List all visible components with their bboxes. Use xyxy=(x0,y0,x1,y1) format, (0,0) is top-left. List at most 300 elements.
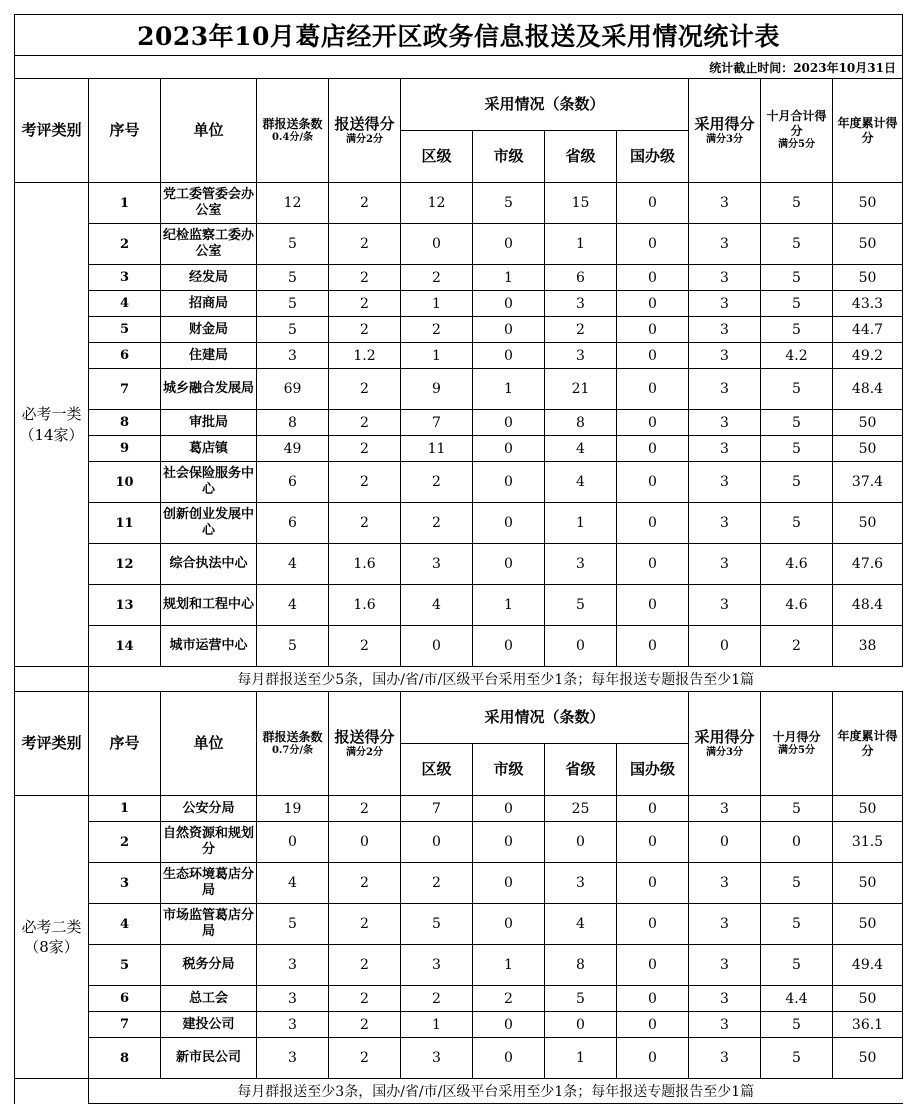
group-report-cell: 0 xyxy=(257,822,329,863)
month-score-cell: 4.6 xyxy=(761,544,833,585)
group-report-cell: 6 xyxy=(257,462,329,503)
header-adopt-score-sub: 满分3分 xyxy=(706,133,743,145)
table-row xyxy=(15,585,903,626)
adopt-score-cell: 3 xyxy=(689,343,761,369)
report-score-cell: 2 xyxy=(329,462,401,503)
annual-score-cell: 50 xyxy=(833,986,903,1012)
unit-cell: 生态环境葛店分局 xyxy=(161,863,257,904)
header-adopt-score-sub: 满分3分 xyxy=(706,746,743,758)
group-report-cell: 8 xyxy=(257,410,329,436)
month-score-cell: 4.4 xyxy=(761,986,833,1012)
section-header-row xyxy=(15,79,903,131)
adopt-score-cell: 3 xyxy=(689,436,761,462)
table-row xyxy=(15,462,903,503)
adopt-score-cell: 3 xyxy=(689,1012,761,1038)
seq-cell: 8 xyxy=(89,410,161,436)
district-cell: 3 xyxy=(401,544,473,585)
group-report-cell: 3 xyxy=(257,1012,329,1038)
annual-score-cell: 50 xyxy=(833,436,903,462)
report-score-cell: 2 xyxy=(329,224,401,265)
table-row xyxy=(15,626,903,667)
table-row xyxy=(15,265,903,291)
table-row xyxy=(15,343,903,369)
seq-cell: 8 xyxy=(89,1038,161,1079)
seq-cell: 7 xyxy=(89,1012,161,1038)
statistics-sheet xyxy=(14,14,902,1104)
annual-score-cell: 50 xyxy=(833,904,903,945)
adopt-score-cell: 3 xyxy=(689,183,761,224)
month-score-cell: 0 xyxy=(761,822,833,863)
adopt-score-cell: 0 xyxy=(689,822,761,863)
province-cell: 15 xyxy=(545,183,617,224)
unit-cell: 总工会 xyxy=(161,986,257,1012)
header-report-score-sub: 满分2分 xyxy=(346,133,383,145)
month-score-cell: 5 xyxy=(761,904,833,945)
report-score-cell: 2 xyxy=(329,904,401,945)
month-score-cell: 5 xyxy=(761,1012,833,1038)
district-cell: 2 xyxy=(401,462,473,503)
header-group-report xyxy=(257,79,329,183)
national-cell: 0 xyxy=(617,796,689,822)
header-district-label: 区级 xyxy=(421,147,452,166)
annual-score-cell: 49.2 xyxy=(833,343,903,369)
unit-cell: 社会保险服务中心 xyxy=(161,462,257,503)
unit-cell: 城乡融合发展局 xyxy=(161,369,257,410)
header-adopt-score xyxy=(689,692,761,796)
national-cell: 0 xyxy=(617,265,689,291)
adopt-score-cell: 3 xyxy=(689,224,761,265)
table-row xyxy=(15,863,903,904)
header-city-label: 市级 xyxy=(493,147,524,166)
header-report-score-sub: 满分2分 xyxy=(346,746,383,758)
header-category-label: 考评类别 xyxy=(21,121,82,140)
month-score-cell: 4.2 xyxy=(761,343,833,369)
group-report-cell: 4 xyxy=(257,544,329,585)
adopt-score-cell: 3 xyxy=(689,503,761,544)
group-report-cell: 5 xyxy=(257,626,329,667)
unit-cell: 住建局 xyxy=(161,343,257,369)
category-cell: 必考二类（8家） xyxy=(15,796,89,1079)
district-cell: 3 xyxy=(401,945,473,986)
header-category-label: 考评类别 xyxy=(21,734,82,753)
group-report-cell: 6 xyxy=(257,503,329,544)
national-cell: 0 xyxy=(617,436,689,462)
district-cell: 3 xyxy=(401,1038,473,1079)
group-report-cell: 4 xyxy=(257,585,329,626)
month-score-cell: 5 xyxy=(761,317,833,343)
national-cell: 0 xyxy=(617,410,689,436)
header-district xyxy=(401,744,473,796)
month-score-cell: 5 xyxy=(761,863,833,904)
header-province xyxy=(545,131,617,183)
header-month-score xyxy=(761,692,833,796)
adopt-score-cell: 3 xyxy=(689,291,761,317)
header-province xyxy=(545,744,617,796)
month-score-cell: 5 xyxy=(761,224,833,265)
district-cell: 1 xyxy=(401,291,473,317)
report-score-cell: 2 xyxy=(329,410,401,436)
seq-cell: 5 xyxy=(89,945,161,986)
city-cell: 0 xyxy=(473,462,545,503)
table-row xyxy=(15,822,903,863)
adopt-score-cell: 3 xyxy=(689,369,761,410)
province-cell: 1 xyxy=(545,503,617,544)
header-category xyxy=(15,692,89,796)
header-unit xyxy=(161,692,257,796)
annual-score-cell: 50 xyxy=(833,224,903,265)
national-cell: 0 xyxy=(617,317,689,343)
month-score-cell: 5 xyxy=(761,796,833,822)
city-cell: 0 xyxy=(473,1038,545,1079)
province-cell: 21 xyxy=(545,369,617,410)
header-month-score xyxy=(761,79,833,183)
district-cell: 2 xyxy=(401,863,473,904)
unit-cell: 市场监管葛店分局 xyxy=(161,904,257,945)
national-cell: 0 xyxy=(617,224,689,265)
national-cell: 0 xyxy=(617,626,689,667)
header-annual-label: 年度累计得分 xyxy=(837,115,898,145)
annual-score-cell: 50 xyxy=(833,265,903,291)
adopt-score-cell: 3 xyxy=(689,410,761,436)
report-score-cell: 1.2 xyxy=(329,343,401,369)
annual-score-cell: 37.4 xyxy=(833,462,903,503)
national-cell: 0 xyxy=(617,945,689,986)
month-score-cell: 4.6 xyxy=(761,585,833,626)
group-report-cell: 3 xyxy=(257,343,329,369)
district-cell: 12 xyxy=(401,183,473,224)
header-national xyxy=(617,131,689,183)
month-score-cell: 5 xyxy=(761,291,833,317)
national-cell: 0 xyxy=(617,1038,689,1079)
header-month-score-label: 十月得分 xyxy=(772,729,821,744)
adopt-score-cell: 3 xyxy=(689,317,761,343)
annual-score-cell: 50 xyxy=(833,503,903,544)
annual-score-cell: 38 xyxy=(833,626,903,667)
header-adoption-label: 采用情况（条数） xyxy=(484,95,605,114)
city-cell: 5 xyxy=(473,183,545,224)
annual-score-cell: 36.1 xyxy=(833,1012,903,1038)
month-score-cell: 5 xyxy=(761,369,833,410)
province-cell: 4 xyxy=(545,436,617,462)
unit-cell: 综合执法中心 xyxy=(161,544,257,585)
seq-cell: 6 xyxy=(89,343,161,369)
header-adoption xyxy=(401,692,689,744)
report-score-cell: 2 xyxy=(329,863,401,904)
city-cell: 0 xyxy=(473,503,545,544)
unit-cell: 纪检监察工委办公室 xyxy=(161,224,257,265)
adopt-score-cell: 3 xyxy=(689,265,761,291)
table-row xyxy=(15,503,903,544)
seq-cell: 4 xyxy=(89,904,161,945)
month-score-cell: 5 xyxy=(761,265,833,291)
city-cell: 1 xyxy=(473,945,545,986)
header-month-score-sub: 满分5分 xyxy=(778,139,815,151)
page-title: 2023年10月葛店经开区政务信息报送及采用情况统计表 xyxy=(15,15,903,56)
group-report-cell: 5 xyxy=(257,265,329,291)
report-score-cell: 2 xyxy=(329,945,401,986)
requirement-note: 每月群报送至少5条，国办/省/市/区级平台采用至少1条；每年报送专题报告至少1篇 xyxy=(89,667,903,692)
district-cell: 7 xyxy=(401,410,473,436)
adopt-score-cell: 3 xyxy=(689,863,761,904)
header-month-score-label: 十月合计得分 xyxy=(766,109,827,139)
annual-score-cell: 48.4 xyxy=(833,369,903,410)
province-cell: 0 xyxy=(545,626,617,667)
province-cell: 5 xyxy=(545,986,617,1012)
district-cell: 0 xyxy=(401,224,473,265)
header-group-report-label: 群报送条数 xyxy=(262,116,323,131)
national-cell: 0 xyxy=(617,462,689,503)
header-report-score-label: 报送得分 xyxy=(334,727,395,746)
city-cell: 0 xyxy=(473,291,545,317)
unit-cell: 规划和工程中心 xyxy=(161,585,257,626)
note-row xyxy=(15,1079,903,1104)
table-row xyxy=(15,183,903,224)
header-city-label: 市级 xyxy=(493,760,524,779)
national-cell: 0 xyxy=(617,1012,689,1038)
district-cell: 11 xyxy=(401,436,473,462)
cutoff-row xyxy=(15,56,903,79)
province-cell: 0 xyxy=(545,822,617,863)
province-cell: 25 xyxy=(545,796,617,822)
seq-cell: 2 xyxy=(89,224,161,265)
unit-cell: 招商局 xyxy=(161,291,257,317)
header-month-score-sub: 满分5分 xyxy=(778,744,815,756)
header-group-report xyxy=(257,692,329,796)
province-cell: 1 xyxy=(545,1038,617,1079)
unit-cell: 自然资源和规划分 xyxy=(161,822,257,863)
report-score-cell: 2 xyxy=(329,183,401,224)
province-cell: 3 xyxy=(545,291,617,317)
city-cell: 1 xyxy=(473,265,545,291)
unit-cell: 创新创业发展中心 xyxy=(161,503,257,544)
seq-cell: 3 xyxy=(89,863,161,904)
adopt-score-cell: 3 xyxy=(689,462,761,503)
report-score-cell: 1.6 xyxy=(329,544,401,585)
report-score-cell: 2 xyxy=(329,503,401,544)
seq-cell: 3 xyxy=(89,265,161,291)
district-cell: 5 xyxy=(401,904,473,945)
report-score-cell: 2 xyxy=(329,291,401,317)
report-score-cell: 2 xyxy=(329,1012,401,1038)
national-cell: 0 xyxy=(617,904,689,945)
city-cell: 0 xyxy=(473,544,545,585)
city-cell: 2 xyxy=(473,986,545,1012)
header-annual xyxy=(833,692,903,796)
header-province-label: 省级 xyxy=(565,760,596,779)
seq-cell: 2 xyxy=(89,822,161,863)
report-score-cell: 2 xyxy=(329,626,401,667)
header-district xyxy=(401,131,473,183)
national-cell: 0 xyxy=(617,544,689,585)
header-unit-label: 单位 xyxy=(193,121,224,140)
table-row xyxy=(15,317,903,343)
header-seq-label: 序号 xyxy=(109,121,140,140)
group-report-cell: 5 xyxy=(257,317,329,343)
group-report-cell: 5 xyxy=(257,224,329,265)
header-seq-label: 序号 xyxy=(109,734,140,753)
seq-cell: 5 xyxy=(89,317,161,343)
province-cell: 0 xyxy=(545,1012,617,1038)
adopt-score-cell: 3 xyxy=(689,986,761,1012)
group-report-cell: 3 xyxy=(257,986,329,1012)
header-city xyxy=(473,131,545,183)
district-cell: 1 xyxy=(401,1012,473,1038)
annual-score-cell: 31.5 xyxy=(833,822,903,863)
province-cell: 3 xyxy=(545,863,617,904)
category-cell: 必考一类（14家） xyxy=(15,183,89,667)
unit-cell: 建投公司 xyxy=(161,1012,257,1038)
adopt-score-cell: 0 xyxy=(689,626,761,667)
group-report-cell: 5 xyxy=(257,904,329,945)
requirement-note: 每月群报送至少3条，国办/省/市/区级平台采用至少1条；每年报送专题报告至少1篇 xyxy=(89,1079,903,1104)
table-row xyxy=(15,904,903,945)
city-cell: 1 xyxy=(473,585,545,626)
adopt-score-cell: 3 xyxy=(689,945,761,986)
report-score-cell: 2 xyxy=(329,369,401,410)
adopt-score-cell: 3 xyxy=(689,585,761,626)
seq-cell: 14 xyxy=(89,626,161,667)
annual-score-cell: 49.4 xyxy=(833,945,903,986)
city-cell: 0 xyxy=(473,410,545,436)
header-adoption xyxy=(401,79,689,131)
title-row xyxy=(15,15,903,56)
report-score-cell: 2 xyxy=(329,1038,401,1079)
table-row xyxy=(15,796,903,822)
month-score-cell: 2 xyxy=(761,626,833,667)
month-score-cell: 5 xyxy=(761,945,833,986)
national-cell: 0 xyxy=(617,291,689,317)
table-row xyxy=(15,986,903,1012)
adopt-score-cell: 3 xyxy=(689,904,761,945)
district-cell: 7 xyxy=(401,796,473,822)
header-unit-label: 单位 xyxy=(193,734,224,753)
seq-cell: 13 xyxy=(89,585,161,626)
seq-cell: 10 xyxy=(89,462,161,503)
unit-cell: 审批局 xyxy=(161,410,257,436)
group-report-cell: 4 xyxy=(257,863,329,904)
cutoff-date: 统计截止时间：2023年10月31日 xyxy=(15,56,903,79)
unit-cell: 党工委管委会办公室 xyxy=(161,183,257,224)
group-report-cell: 3 xyxy=(257,945,329,986)
district-cell: 0 xyxy=(401,822,473,863)
table-row xyxy=(15,544,903,585)
report-score-cell: 1.6 xyxy=(329,585,401,626)
city-cell: 0 xyxy=(473,863,545,904)
table-row xyxy=(15,1038,903,1079)
note-spacer xyxy=(15,1079,89,1104)
seq-cell: 7 xyxy=(89,369,161,410)
city-cell: 0 xyxy=(473,626,545,667)
city-cell: 0 xyxy=(473,343,545,369)
national-cell: 0 xyxy=(617,183,689,224)
annual-score-cell: 47.6 xyxy=(833,544,903,585)
header-adopt-score-label: 采用得分 xyxy=(694,727,755,746)
table-row xyxy=(15,410,903,436)
national-cell: 0 xyxy=(617,585,689,626)
header-report-score xyxy=(329,79,401,183)
group-report-cell: 3 xyxy=(257,1038,329,1079)
seq-cell: 6 xyxy=(89,986,161,1012)
header-national-label: 国办级 xyxy=(629,760,675,779)
header-national xyxy=(617,744,689,796)
report-score-cell: 2 xyxy=(329,796,401,822)
month-score-cell: 5 xyxy=(761,1038,833,1079)
unit-cell: 葛店镇 xyxy=(161,436,257,462)
group-report-cell: 5 xyxy=(257,291,329,317)
header-seq xyxy=(89,79,161,183)
header-annual xyxy=(833,79,903,183)
header-city xyxy=(473,744,545,796)
unit-cell: 公安分局 xyxy=(161,796,257,822)
header-report-score-label: 报送得分 xyxy=(334,114,395,133)
seq-cell: 9 xyxy=(89,436,161,462)
province-cell: 8 xyxy=(545,945,617,986)
province-cell: 5 xyxy=(545,585,617,626)
unit-cell: 财金局 xyxy=(161,317,257,343)
annual-score-cell: 48.4 xyxy=(833,585,903,626)
national-cell: 0 xyxy=(617,863,689,904)
report-score-cell: 2 xyxy=(329,317,401,343)
report-score-cell: 2 xyxy=(329,436,401,462)
unit-cell: 新市民公司 xyxy=(161,1038,257,1079)
note-spacer xyxy=(15,667,89,692)
month-score-cell: 5 xyxy=(761,183,833,224)
national-cell: 0 xyxy=(617,822,689,863)
header-group-report-sub: 0.7分/条 xyxy=(271,744,314,756)
district-cell: 2 xyxy=(401,265,473,291)
annual-score-cell: 50 xyxy=(833,183,903,224)
group-report-cell: 69 xyxy=(257,369,329,410)
national-cell: 0 xyxy=(617,986,689,1012)
header-annual-label: 年度累计得分 xyxy=(837,728,898,758)
annual-score-cell: 43.3 xyxy=(833,291,903,317)
note-row xyxy=(15,667,903,692)
annual-score-cell: 50 xyxy=(833,863,903,904)
annual-score-cell: 50 xyxy=(833,1038,903,1079)
city-cell: 0 xyxy=(473,1012,545,1038)
district-cell: 2 xyxy=(401,317,473,343)
city-cell: 0 xyxy=(473,317,545,343)
unit-cell: 税务分局 xyxy=(161,945,257,986)
report-score-cell: 2 xyxy=(329,265,401,291)
national-cell: 0 xyxy=(617,369,689,410)
group-report-cell: 49 xyxy=(257,436,329,462)
report-score-cell: 2 xyxy=(329,986,401,1012)
header-adoption-label: 采用情况（条数） xyxy=(484,708,605,727)
province-cell: 4 xyxy=(545,904,617,945)
seq-cell: 1 xyxy=(89,183,161,224)
section-header-row xyxy=(15,692,903,744)
table-row xyxy=(15,369,903,410)
district-cell: 2 xyxy=(401,986,473,1012)
adopt-score-cell: 3 xyxy=(689,796,761,822)
district-cell: 9 xyxy=(401,369,473,410)
header-district-label: 区级 xyxy=(421,760,452,779)
annual-score-cell: 50 xyxy=(833,410,903,436)
city-cell: 1 xyxy=(473,369,545,410)
city-cell: 0 xyxy=(473,904,545,945)
national-cell: 0 xyxy=(617,343,689,369)
month-score-cell: 5 xyxy=(761,410,833,436)
unit-cell: 城市运营中心 xyxy=(161,626,257,667)
month-score-cell: 5 xyxy=(761,462,833,503)
month-score-cell: 5 xyxy=(761,436,833,462)
district-cell: 2 xyxy=(401,503,473,544)
group-report-cell: 12 xyxy=(257,183,329,224)
province-cell: 4 xyxy=(545,462,617,503)
header-adopt-score xyxy=(689,79,761,183)
city-cell: 0 xyxy=(473,796,545,822)
